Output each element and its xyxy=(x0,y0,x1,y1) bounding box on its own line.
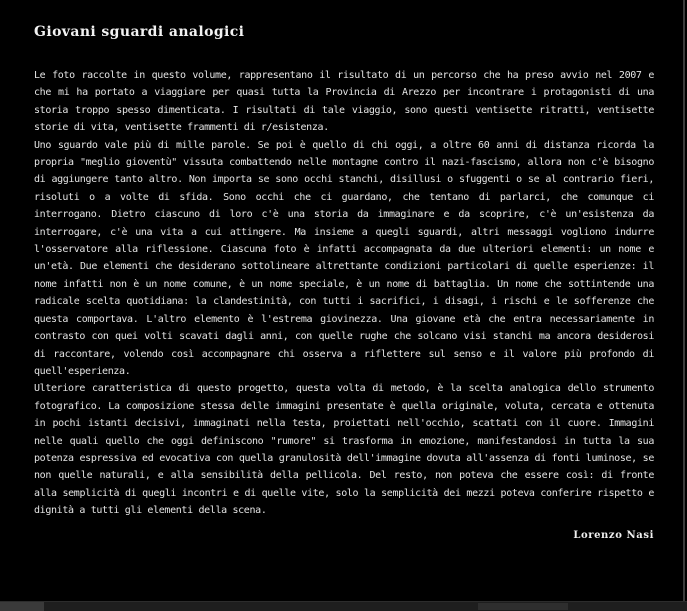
scroll-thumb[interactable] xyxy=(478,603,568,610)
horizontal-scrollbar[interactable] xyxy=(0,601,687,611)
paragraph-metodo: Ulteriore caratteristica di questo progetto, questa volta di metodo, è la scelta analogica dello strumento fotografico. La composizione stessa delle immagini presentate è quella originale, voluta, cercata e ottenuta in pochi istanti decisivi, immaginati nella testa, proiettati nell'occhio, scattati con il cuore. Immagini nelle quali quello che oggi definiscono "rumore" si trasforma in emozione, manifestandosi in tutta la sua potenza espressiva ed evocativa con quella granulosità dell'immagine dovuta all'assenza di fonti luminose, se non quelle naturali, e alla sensibilità della pellicola. Del resto, non poteva che essere così: di fronte alla semplicità di quegli incontri e di quelle vite, solo la semplicità dei mezzi poteva conferire rispetto e dignità a tutti gli elementi della scena. xyxy=(34,383,654,517)
scroll-left-button[interactable] xyxy=(0,602,44,611)
author-signature: Lorenzo Nasi xyxy=(573,529,654,541)
article-title: Giovani sguardi analogici xyxy=(34,24,245,40)
paragraph-intro: Le foto raccolte in questo volume, rappresentano il risultato di un percorso che ha preso avvio nel 2007 e che mi ha portato a viaggiare per quasi tutta la Provincia di Arezzo per incontrare i protagonisti di una storia troppo spesso dimenticata. I risultati di tale viaggio, sono questi ventisette ritratti, ventisette storie di vita, ventisette frammenti di r/esistenza. xyxy=(34,70,654,134)
paragraph-sguardi: Uno sguardo vale più di mille parole. Se poi è quello di chi oggi, a oltre 60 anni di distanza ricorda la propria "meglio gioventù" vissuta combattendo nelle montagne contro il nazi-fascismo, allora non c'è bisogno di aggiungere tanto altro. Non importa se sono occhi stanchi, disillusi o sfuggenti o se al contrario fieri, risoluti o a volte di sfida. Sono occhi che ci guardano, che tentano di parlarci, che comunque ci interrogano. Dietro ciascuno di loro c'è una storia da immaginare e da scoprire, c'è un'esistenza da interrogare, c'è una vita a cui attingere. Ma insieme a quegli sguardi, altri messaggi vogliono indurre l'osservatore alla riflessione. Ciascuna foto è infatti accompagnata da due ulteriori elementi: un nome e un'età. Due elementi che desiderano sottolineare altrettante condizioni particolari di quelle esperienze: il nome infatti non è un nome comune, è un nome speciale, è un nome di battaglia. Un nome che sottintende una radicale scelta quotidiana: la clandestinità, con tutti i sacrifici, i disagi, i rischi e le sofferenze che questa comportava. L'altro elemento è l'estrema giovinezza. Una giovane età che entra necessariamente in contrasto con quei volti scavati dagli anni, con quelle rughe che solcano visi stanchi ma ancora desiderosi di raccontare, volendo così accompagnare chi osserva a riflettere sul senso e il valore più profondo di quell'esperienza. xyxy=(34,139,654,377)
article xyxy=(34,24,654,541)
